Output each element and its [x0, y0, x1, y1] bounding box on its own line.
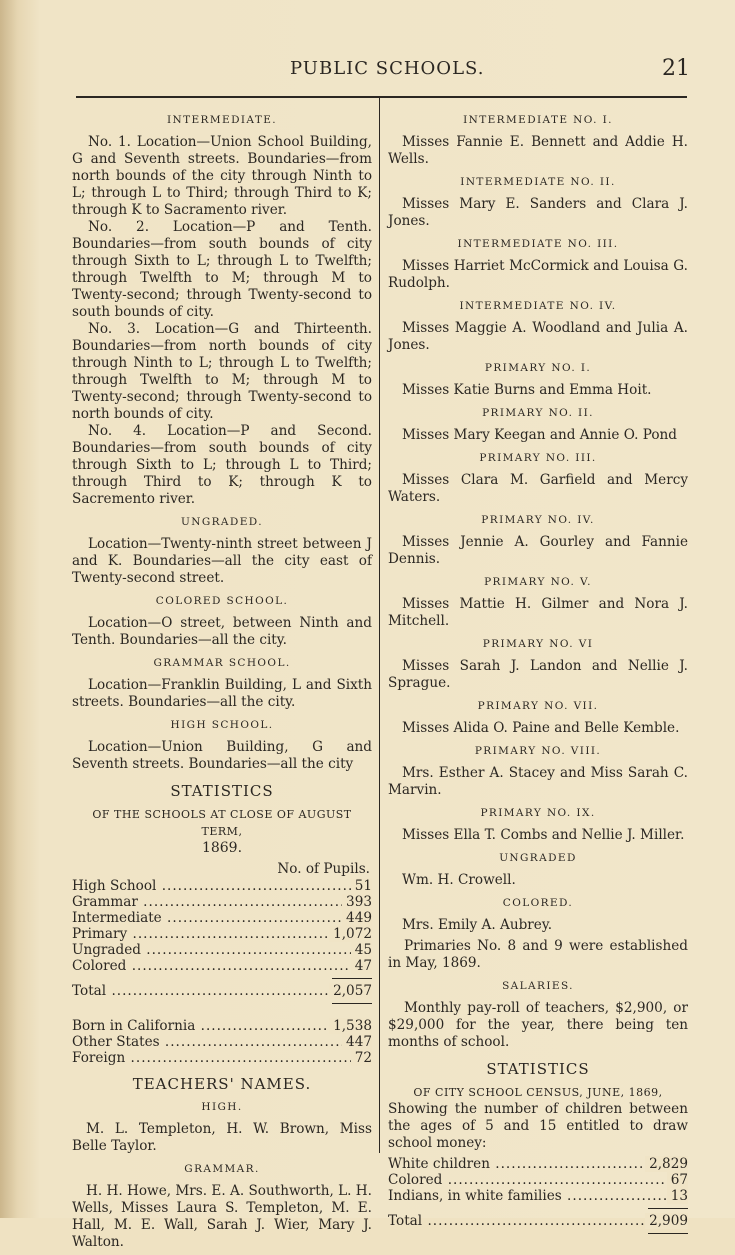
row-label: Intermediate ..... — [72, 910, 342, 926]
teachers-title: TEACHERS' NAMES. — [132, 1075, 312, 1093]
table-row — [388, 1156, 688, 1172]
teacher-group-heading: UNGRADED — [499, 852, 577, 864]
row-value: 72 — [351, 1050, 372, 1066]
teacher-group-names: Misses Fannie E. Bennett and Addie H. Wells. — [388, 134, 688, 167]
teacher-group-heading: PRIMARY NO. VIII. — [474, 745, 602, 757]
page-header — [0, 56, 735, 84]
page-number: 21 — [662, 56, 690, 81]
teacher-group-names: Mrs. Esther A. Stacey and Miss Sarah C. Marvin. — [388, 765, 688, 798]
running-title: PUBLIC SCHOOLS. — [290, 58, 485, 79]
table-row — [388, 1172, 688, 1188]
teacher-group-names: Misses Katie Burns and Emma Hoit. — [402, 382, 652, 398]
sum-rule — [648, 1233, 688, 1234]
teacher-group-names: Misses Sarah J. Landon and Nellie J. Sprague. — [388, 658, 688, 691]
teacher-group-names: Mrs. Emily A. Aubrey. — [402, 917, 553, 933]
grammar-teachers-names: H. H. Howe, Mrs. E. A. Southworth, L. H. Wells, Misses Laura S. Templeton, M. E. Hall, M. E. Wall, Sarah J. Wier, Mary J. Walton. — [72, 1183, 372, 1250]
teacher-group-heading: INTERMEDIATE NO. I. — [463, 114, 613, 126]
statistics-title: STATISTICS — [170, 782, 274, 800]
grammar-teachers-heading: GRAMMAR. — [184, 1163, 260, 1175]
teacher-group-heading: INTERMEDIATE NO. III. — [457, 238, 619, 250]
teacher-group-names: Wm. H. Crowell. — [402, 872, 516, 888]
census-title: STATISTICS — [486, 1060, 590, 1078]
teacher-group-names: Misses Clara M. Garfield and Mercy Waters. — [388, 472, 688, 505]
row-label: Grammar ..... — [72, 894, 342, 910]
intermediate-no-1: No. 1. Location—Union School Building, G and Seventh streets. Boundaries—from north bounds of the city through Ninth to L; through L to Third; through Third to K; through K to Sacramento river. — [72, 134, 372, 218]
sum-rule — [648, 1208, 688, 1209]
row-value: 447 — [342, 1034, 372, 1050]
salaries-heading: SALARIES. — [502, 980, 574, 992]
table-row — [388, 1188, 688, 1204]
table-row — [72, 1050, 372, 1066]
colored-school-text: Location—O street, between Ninth and Tenth. Boundaries—all the city. — [72, 615, 372, 648]
high-school-heading: HIGH SCHOOL. — [170, 719, 274, 731]
row-label: White children ..... — [388, 1156, 645, 1172]
total-value: 2,909 — [645, 1213, 688, 1229]
teacher-group-names: Misses Maggie A. Woodland and Julia A. Jones. — [388, 320, 688, 353]
high-school-text: Location—Union Building, G and Seventh streets. Boundaries—all the city — [72, 739, 372, 772]
ungraded-text: Location—Twenty-ninth street between J and K. Boundaries—all the city east of Twenty-second street. — [72, 536, 372, 586]
row-value: 51 — [351, 878, 372, 894]
table-row — [72, 926, 372, 942]
high-teachers-heading: HIGH. — [201, 1101, 243, 1113]
row-label: Primary ..... — [72, 926, 329, 942]
row-value: 393 — [342, 894, 372, 910]
teacher-group-heading: PRIMARY NO. I. — [484, 362, 592, 374]
teacher-group-heading: INTERMEDIATE NO. IV. — [459, 300, 617, 312]
total-row — [388, 1213, 688, 1229]
grammar-school-text: Location—Franklin Building, L and Sixth streets. Boundaries—all the city. — [72, 677, 372, 710]
teacher-group-names: Misses Mattie H. Gilmer and Nora J. Mitchell. — [388, 596, 688, 629]
total-label: Total ..... — [72, 983, 329, 999]
right-column — [388, 106, 688, 1238]
teacher-group-names: Misses Harriet McCormick and Louisa G. Rudolph. — [388, 258, 688, 291]
ungraded-heading: UNGRADED. — [181, 516, 263, 528]
row-label: Colored ..... — [72, 958, 351, 974]
intermediate-no-3: No. 3. Location—G and Thirteenth. Boundaries—from north bounds of city through Ninth to L; through L to Twelfth; through Twelfth to M; through M to Twenty-second; through Twenty-second to north bounds of city. — [72, 321, 372, 422]
table-row — [72, 1018, 372, 1034]
row-label: Other States ..... — [72, 1034, 342, 1050]
table-row — [72, 1034, 372, 1050]
teacher-group-heading: PRIMARY NO. IV. — [481, 514, 595, 526]
primaries-note: Primaries No. 8 and 9 were established in May, 1869. — [388, 938, 688, 971]
teacher-group-heading: PRIMARY NO. V. — [484, 576, 592, 588]
teacher-group-names: Misses Alida O. Paine and Belle Kemble. — [402, 720, 680, 736]
table-row — [72, 878, 372, 894]
row-label: Indians, in white families ..... — [388, 1188, 667, 1204]
intermediate-no-2: No. 2. Location—P and Tenth. Boundaries—from south bounds of city through Sixth to L; through L to Twelfth; through Twelfth to M; through M to Twenty-second; through Twenty-second to south bounds of city. — [72, 219, 372, 320]
row-label: Colored ..... — [388, 1172, 667, 1188]
row-label: High School ..... — [72, 878, 351, 894]
total-row — [72, 983, 372, 999]
total-value: 2,057 — [329, 983, 372, 999]
row-value: 449 — [342, 910, 372, 926]
row-value: 47 — [351, 958, 372, 974]
high-teachers-names: M. L. Templeton, H. W. Brown, Miss Belle Taylor. — [72, 1121, 372, 1154]
grammar-school-heading: GRAMMAR SCHOOL. — [153, 657, 291, 669]
row-value: 1,538 — [329, 1018, 372, 1034]
teacher-group-heading: COLORED. — [502, 897, 574, 909]
row-label: Foreign ..... — [72, 1050, 351, 1066]
table-row — [72, 942, 372, 958]
statistics-subtitle: OF THE SCHOOLS AT CLOSE OF AUGUST TERM, — [92, 808, 352, 838]
teacher-group-heading: PRIMARY NO. II. — [482, 407, 594, 419]
intermediate-no-4: No. 4. Location—P and Second. Boundaries—from south bounds of city through Sixth to L; through L to Third; through Third to K; through K to Sacremento river. — [72, 423, 372, 507]
column-divider — [379, 98, 380, 1153]
row-value: 1,072 — [329, 926, 372, 942]
total-label: Total ..... — [388, 1213, 645, 1229]
teacher-group-heading: INTERMEDIATE NO. II. — [460, 176, 616, 188]
left-column — [72, 106, 372, 1255]
sum-rule — [332, 1003, 372, 1004]
teacher-group-heading: PRIMARY NO. VI — [482, 638, 594, 650]
row-value: 2,829 — [645, 1156, 688, 1172]
table-row — [72, 958, 372, 974]
teacher-group-names: Misses Mary Keegan and Annie O. Pond — [402, 427, 677, 443]
row-value: 67 — [667, 1172, 688, 1188]
pupils-column-header: No. of Pupils. — [277, 861, 370, 877]
table-row — [72, 910, 372, 926]
row-value: 45 — [351, 942, 372, 958]
row-value: 13 — [667, 1188, 688, 1204]
teacher-group-names: Misses Ella T. Combs and Nellie J. Miller. — [402, 827, 685, 843]
table-row — [72, 894, 372, 910]
header-rule — [76, 96, 687, 98]
census-subtitle: OF CITY SCHOOL CENSUS, JUNE, 1869, — [413, 1086, 663, 1099]
row-label: Ungraded ..... — [72, 942, 351, 958]
teacher-group-names: Misses Jennie A. Gourley and Fannie Dennis. — [388, 534, 688, 567]
teacher-group-heading: PRIMARY NO. VII. — [477, 700, 599, 712]
colored-school-heading: COLORED SCHOOL. — [155, 595, 289, 607]
statistics-year: 1869. — [201, 840, 243, 856]
teacher-group-heading: PRIMARY NO. III. — [479, 452, 597, 464]
row-label: Born in California ..... — [72, 1018, 329, 1034]
teacher-group-names: Misses Mary E. Sanders and Clara J. Jones. — [388, 196, 688, 229]
salaries-text: Monthly pay-roll of teachers, $2,900, or $29,000 for the year, there being ten months of school. — [388, 1000, 688, 1050]
census-text: Showing the number of children between the ages of 5 and 15 entitled to draw school money: — [388, 1101, 688, 1151]
teacher-group-heading: PRIMARY NO. IX. — [480, 807, 596, 819]
sum-rule — [332, 978, 372, 979]
intermediate-heading: INTERMEDIATE. — [166, 114, 278, 126]
